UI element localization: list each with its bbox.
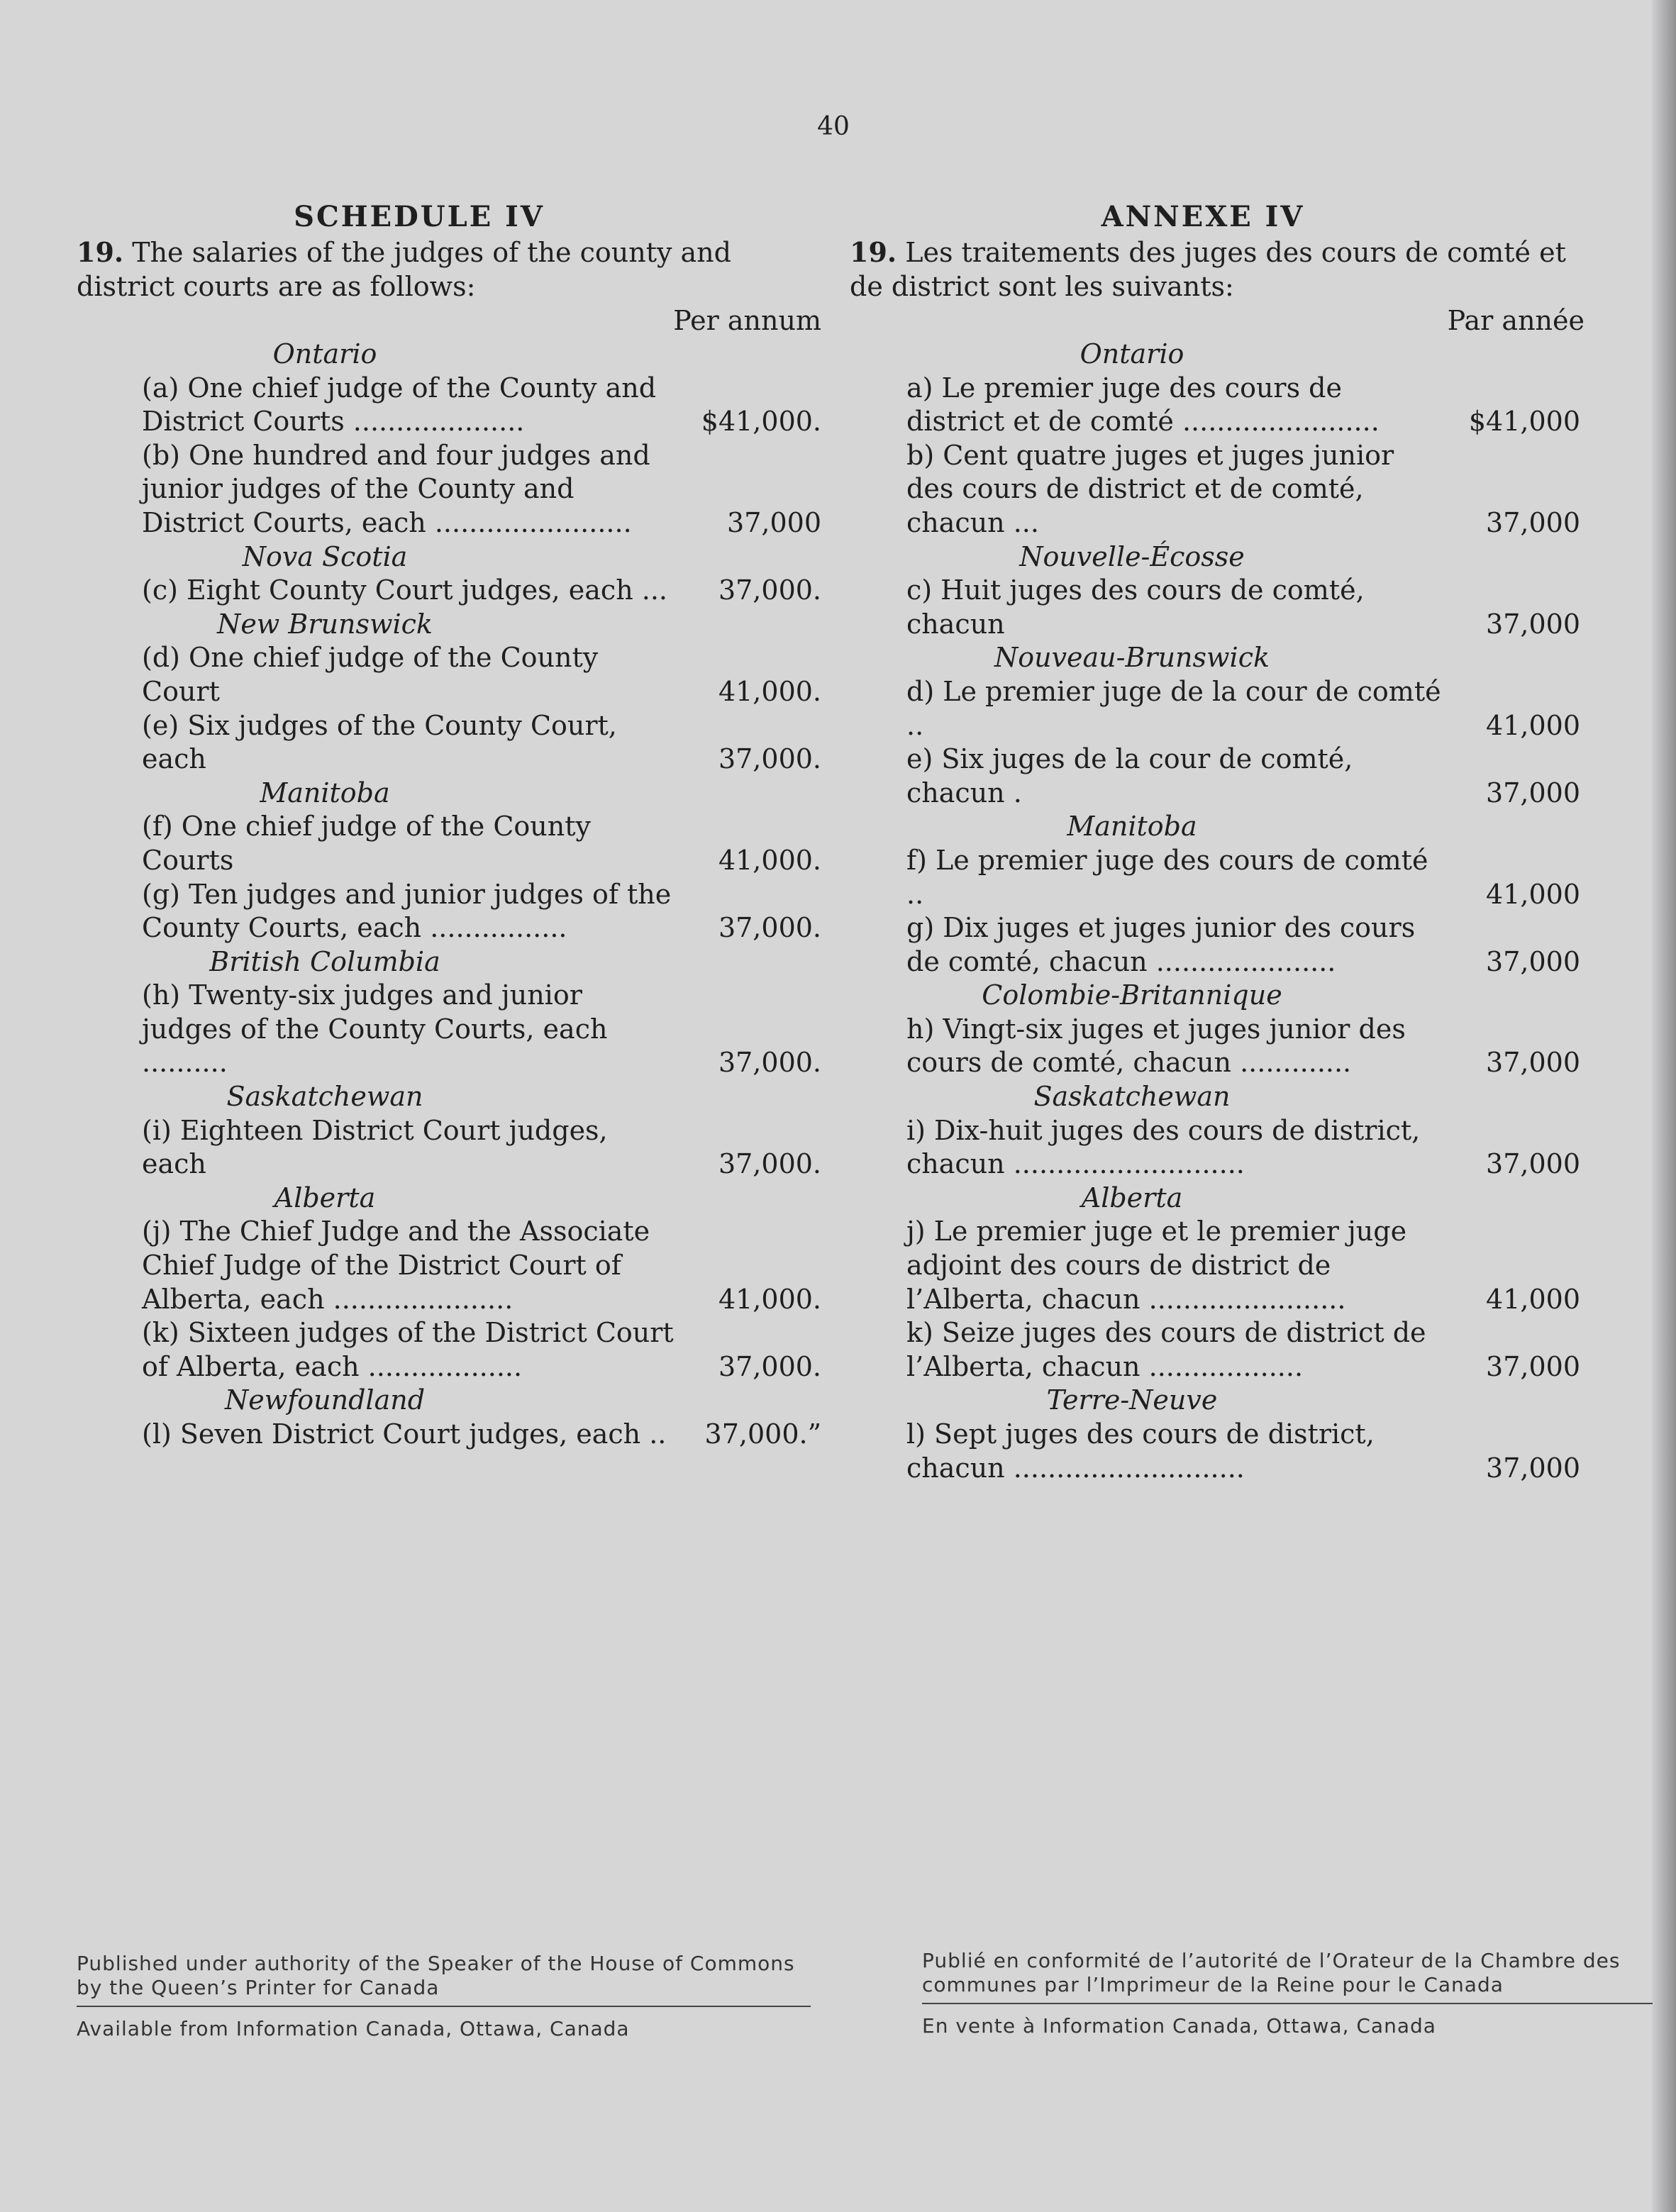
french-column: [850, 200, 1585, 1485]
salary-amount: 37,000.: [718, 743, 821, 775]
salary-description: i) Dix-huit juges des cours de district, chacun ...........................: [906, 1114, 1421, 1180]
salary-description: c) Huit juges des cours de comté, chacun: [906, 574, 1365, 640]
salary-list: [77, 338, 821, 1452]
salary-description: g) Dix juges et juges junior des cours de comté, chacun .....................: [906, 912, 1416, 977]
salary-amount: 41,000.: [718, 844, 821, 876]
salary-amount: 41,000.: [718, 1283, 821, 1315]
salary-entry: [850, 1114, 1585, 1182]
salary-amount: 37,000.: [718, 574, 821, 606]
publication-notice: Publié en conformité de l’autorité de l’Orateur de la Chambre des communes par l’Imprimeur de la Reine pour le Canada: [922, 1949, 1621, 1996]
province-heading: Ontario: [272, 338, 377, 369]
salary-amount: 37,000.”: [704, 1418, 821, 1450]
page-number: 40: [817, 112, 850, 141]
section-intro: [850, 235, 1585, 304]
salary-description: (k) Sixteen judges of the District Court of Alberta, each ..................: [142, 1317, 674, 1382]
footer-divider: [77, 2006, 811, 2007]
salary-description: (i) Eighteen District Court judges, each: [142, 1114, 608, 1180]
salary-entry: [850, 743, 1585, 810]
province-heading: Manitoba: [260, 777, 390, 808]
footer-divider: [922, 2003, 1653, 2004]
salary-list: [850, 338, 1585, 1485]
province-heading: Manitoba: [1067, 811, 1197, 843]
salary-entry: [77, 878, 821, 945]
salary-entry: [850, 439, 1585, 540]
salary-amount: 37,000: [1486, 1047, 1580, 1079]
province-heading: Alberta: [274, 1182, 376, 1213]
section-intro-text: Les traitements des juges des cours de comté et de district sont les suivants:: [850, 237, 1566, 302]
salary-amount: 37,000.: [718, 1047, 821, 1079]
salary-description: (d) One chief judge of the County Court: [142, 642, 599, 707]
salary-description: h) Vingt-six juges et juges junior des cours de comté, chacun .............: [906, 1013, 1406, 1079]
amount-column-header: Per annum: [673, 305, 821, 336]
salary-description: (b) One hundred and four judges and junior judges of the County and District Courts, each .......................: [142, 439, 650, 538]
province-heading: Alberta: [1081, 1182, 1183, 1213]
salary-description: (g) Ten judges and junior judges of the County Courts, each ................: [142, 878, 672, 944]
salary-entry: [77, 1215, 821, 1316]
salary-amount: 37,000: [1486, 506, 1580, 538]
salary-entry: [77, 1316, 821, 1384]
schedule-heading: SCHEDULE IV: [294, 200, 545, 233]
province-heading: Saskatchewan: [226, 1081, 423, 1113]
province-heading: Nouveau-Brunswick: [994, 642, 1270, 674]
province-heading: British Columbia: [209, 945, 440, 977]
salary-description: (l) Seven District Court judges, each ..: [142, 1418, 667, 1450]
salary-entry: [77, 979, 821, 1080]
salary-amount: 37,000: [727, 506, 821, 538]
salary-entry: [850, 1316, 1585, 1384]
salary-entry: [850, 844, 1585, 911]
salary-entry: [850, 1013, 1585, 1080]
section-intro-text: The salaries of the judges of the county and district courts are as follows:: [77, 237, 731, 302]
salary-description: (f) One chief judge of the County Courts: [142, 811, 591, 876]
salary-description: d) Le premier juge de la cour de comté ..: [906, 675, 1441, 741]
salary-amount: $41,000: [1468, 406, 1580, 438]
salary-amount: 37,000: [1486, 945, 1580, 977]
salary-description: (j) The Chief Judge and the Associate Chief Judge of the District Court of Alberta, each .....................: [142, 1216, 650, 1315]
salary-entry: [77, 372, 821, 439]
salary-amount: 41,000: [1486, 709, 1580, 741]
salary-entry: [77, 810, 821, 877]
salary-amount: 41,000: [1486, 1283, 1580, 1315]
province-heading: Ontario: [1080, 338, 1184, 369]
salary-entry: [850, 1418, 1585, 1485]
availability-notice: En vente à Information Canada, Ottawa, Canada: [922, 2014, 1436, 2038]
salary-entry: [850, 675, 1585, 743]
salary-amount: 37,000.: [718, 1350, 821, 1382]
salary-description: f) Le premier juge des cours de comté ..: [906, 844, 1428, 910]
salary-amount: 41,000.: [718, 675, 821, 707]
amount-column-header: Par année: [1447, 305, 1585, 336]
footer-french: [922, 1949, 1653, 2038]
province-heading: Newfoundland: [224, 1384, 426, 1416]
salary-entry: [850, 574, 1585, 641]
availability-notice: Available from Information Canada, Ottawa, Canada: [77, 2017, 630, 2040]
english-column: [77, 200, 821, 1452]
salary-amount: 37,000: [1486, 777, 1580, 808]
section-intro: [77, 235, 821, 304]
schedule-heading: ANNEXE IV: [1101, 200, 1305, 233]
salary-amount: 37,000: [1486, 608, 1580, 640]
province-heading: Colombie-Britannique: [982, 979, 1282, 1011]
salary-description: (e) Six judges of the County Court, each: [142, 709, 617, 775]
salary-description: (h) Twenty-six judges and junior judges of the County Courts, each ..........: [142, 979, 608, 1079]
salary-entry: [77, 439, 821, 540]
salary-amount: $41,000.: [701, 406, 821, 438]
salary-description: l) Sept juges des cours de district, chacun ...........................: [906, 1418, 1375, 1484]
salary-entry: [77, 709, 821, 777]
salary-description: b) Cent quatre juges et juges junior des cours de district et de comté, chacun ...: [906, 439, 1394, 538]
salary-entry: [77, 1114, 821, 1182]
province-heading: Saskatchewan: [1033, 1081, 1231, 1113]
salary-amount: 37,000: [1486, 1148, 1580, 1180]
salary-amount: 41,000: [1486, 878, 1580, 910]
salary-entry: [77, 1418, 821, 1452]
salary-description: (c) Eight County Court judges, each ...: [142, 574, 667, 606]
publication-notice: Published under authority of the Speaker of the House of Commons by the Queen’s Printer for Canada: [77, 1952, 795, 1999]
footer-english: [77, 1952, 811, 2040]
province-heading: Nouvelle-Écosse: [1019, 540, 1245, 572]
salary-description: k) Seize juges des cours de district de l’Alberta, chacun ..................: [906, 1317, 1426, 1382]
salary-entry: [77, 574, 821, 608]
salary-description: a) Le premier juge des cours de district et de comté .......................: [906, 372, 1380, 438]
salary-entry: [850, 911, 1585, 979]
province-heading: Terre-Neuve: [1046, 1384, 1218, 1416]
salary-amount: 37,000: [1486, 1452, 1580, 1484]
page-edge-shadow: [1652, 0, 1676, 2212]
salary-amount: 37,000.: [718, 1148, 821, 1180]
section-number: 19.: [77, 236, 124, 268]
salary-entry: [77, 641, 821, 708]
section-number: 19.: [850, 236, 897, 268]
province-heading: New Brunswick: [217, 608, 433, 640]
salary-description: e) Six juges de la cour de comté, chacun .: [906, 743, 1353, 808]
salary-amount: 37,000.: [718, 912, 821, 944]
salary-description: j) Le premier juge et le premier juge adjoint des cours de district de l’Alberta, chacun .......................: [906, 1216, 1407, 1315]
salary-description: (a) One chief judge of the County and District Courts ....................: [142, 372, 657, 438]
salary-entry: [850, 372, 1585, 439]
province-heading: Nova Scotia: [242, 540, 408, 572]
salary-amount: 37,000: [1486, 1350, 1580, 1382]
salary-entry: [850, 1215, 1585, 1316]
